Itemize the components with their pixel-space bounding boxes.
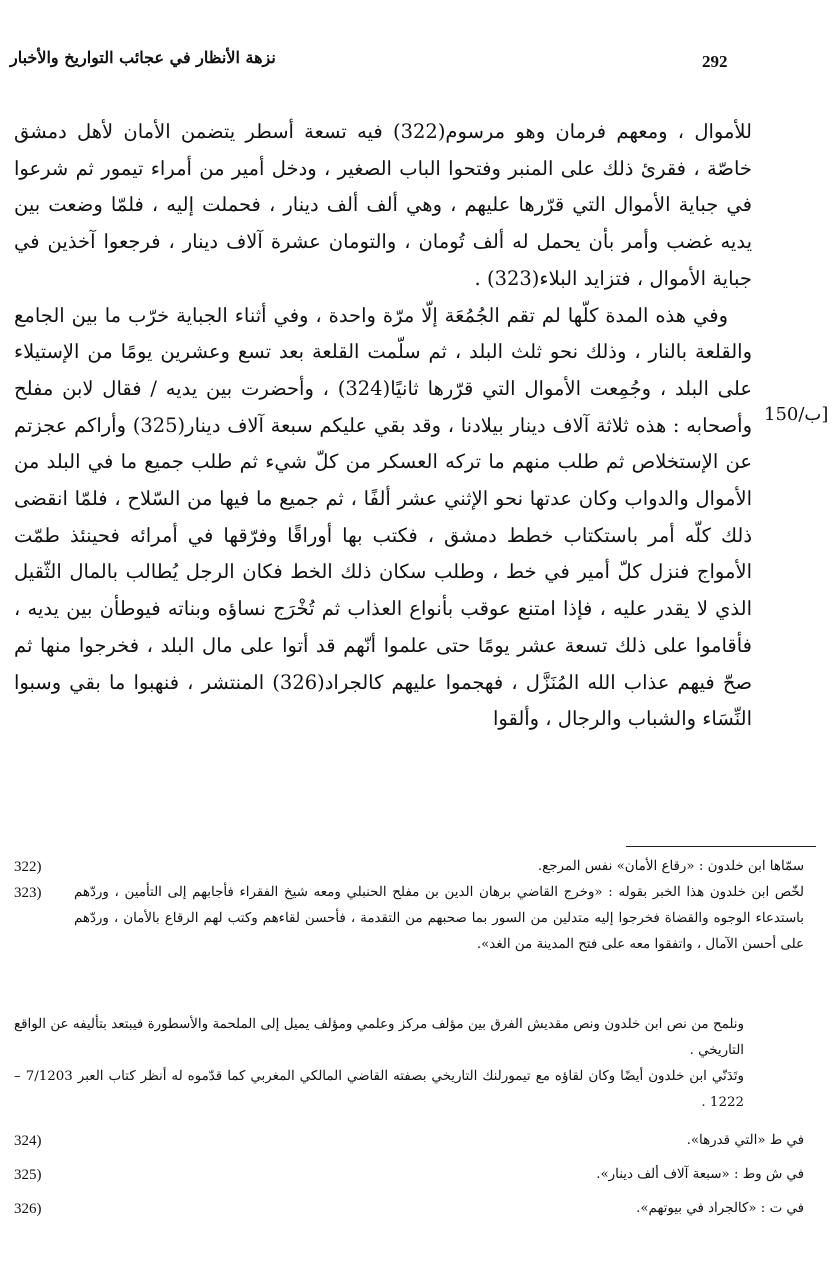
footnote [14, 1128, 804, 1154]
footnote-number: 325) [14, 1167, 42, 1183]
footnote-text: لخّص ابن خلدون هذا الخبر بقوله : «وخرج القاضي برهان الدين بن مفلح الحنبلي ومعه شيخ الفقراء فأجابهم إلى التأمين ، وردّهم باستدعاء الوجوه والقضاة فخرجوا إليه متدلين من السور بما صحبهم من التقدمة ، فأحسن لقاءهم وكتب لهم الرقاع بالأمان ، وردّهم على أحسن الآمال ، واتفقوا معه على فتح المدينة من الغد». [74, 885, 804, 952]
footnote [14, 854, 804, 880]
footnote-paragraph: ونلمح من نص ابن خلدون ونص مقديش الفرق بين مؤلف مركز وعلمي ومؤلف يميل إلى الملحمة والأسطورة فيبتعد بتأليفه عن الواقع التاريخي . [14, 1017, 744, 1058]
footnote-number: 322) [14, 859, 42, 875]
footnote-continuation [14, 1012, 744, 1116]
footnote [14, 1196, 804, 1222]
footnote-number: 324) [14, 1133, 42, 1149]
paragraph: للأموال ، ومعهم فرمان وهو مرسوم(322) فيه تسعة أسطر يتضمن الأمان لأهل دمشق خاصّة ، فقرئ ذلك على المنبر وفتحوا الباب الصغير ، ودخل أمير من أمراء تيمور ثم شرعوا في جباية الأموال التي قرّرها عليهم ، وهي ألف ألف دينار ، فحملت إليه ، فلمّا وضعت بين يديه غضب وأمر بأن يحمل له ألف تُومان ، والتومان عشرة آلاف دينار ، فرجعوا آخذين في جباية الأموال ، فتزايد البلاء(323) . [14, 120, 752, 290]
footnote-text: سمّاها ابن خلدون : «رقاع الأمان» نفس المرجع. [537, 859, 804, 874]
manuscript-folio-marker: 150/ب] [764, 404, 829, 425]
footnote-number: 323) [14, 885, 42, 901]
footnote-paragraph: وتَدَنّي ابن خلدون أيضًا وكان لقاؤه مع تيمورلنك التاريخي بصفته القاضي المالكي المغربي كما قدّموه له أنظر كتاب العبر 7/1203 – 1222 . [14, 1069, 745, 1110]
footnote-number: 326) [14, 1201, 42, 1217]
main-text [14, 114, 752, 738]
running-title: نزهة الأنظار في عجائب التواريخ والأخبار [10, 48, 276, 67]
page-header [0, 46, 836, 78]
footnote-text: في ت : «كالجراد في بيوتهم». [636, 1201, 804, 1216]
paragraph: وفي هذه المدة كلّها لم تقم الجُمُعَة إلّا مرّة واحدة ، وفي أثناء الجباية خرّب ما بين الجامع والقلعة بالنار ، وذلك نحو ثلث البلد ، ثم سلّمت القلعة بعد تسع وعشرين يومًا من الإستيلاء على البلد ، وجُمِعت الأموال التي قرّرها ثانيًا(324) ، وأحضرت بين يديه / فقال لابن مفلح وأصحابه : هذه ثلاثة آلاف دينار بيلادنا ، وقد بقي عليكم سبعة آلاف دينار(325) وأراكم عجزتم عن الإستخلاص ثم طلب منهم ما تركه العسكر من كلّ شيء ثم طلب جميع ما في البلد من الأموال والدواب وكان عدتها نحو الإثني عشر ألفًا ، ثم جميع ما فيها من السّلاح ، فلمّا انقضى ذلك كلّه أمر باستكتاب خطط دمشق ، فكتب بها أوراقًا وفرّقها في أمرائه فحينئذ طمّت الأمواج فنزل كلّ أمير في خط ، وطلب سكان ذلك الخط فكان الرجل يُطالب بالمال الثّقيل الذي لا يقدر عليه ، فإذا امتنع عوقب بأنواع العذاب ثم تُخْرَج نساؤه وبناته فيوطأن بين يديه ، فأقاموا على ذلك تسعة عشر يومًا حتى علموا أنّهم قد أتوا على مال البلد ، فخرجوا منها ثم صحّ فيهم عذاب الله المُنَزَّل ، فهجموا عليهم كالجراد(326) المنتشر ، فنهبوا ما بقي وسبوا النِّسَاء والشباب والرجال ، وألقوا [14, 303, 753, 731]
footnote-text: في ط «التي قدرها». [686, 1133, 804, 1148]
footnote [14, 880, 804, 958]
page-number: 292 [702, 52, 728, 71]
footnote [14, 1162, 804, 1188]
footnote-text: في ش وط : «سبعة آلاف ألف دينار». [596, 1167, 804, 1182]
footnote-divider [626, 846, 816, 847]
